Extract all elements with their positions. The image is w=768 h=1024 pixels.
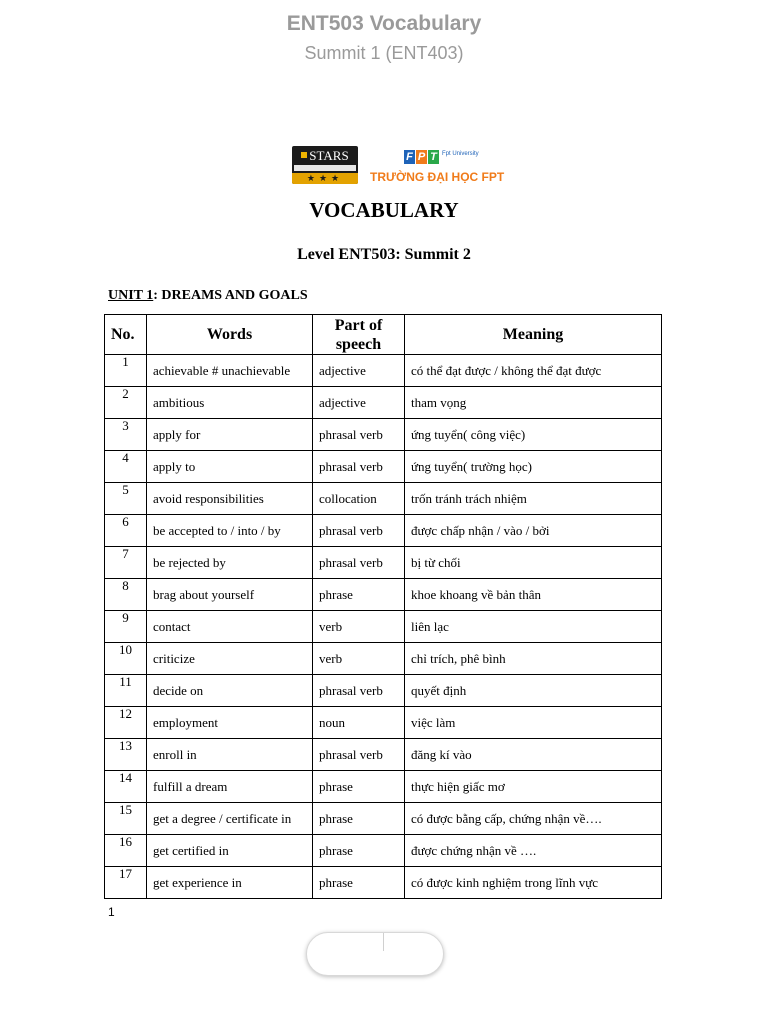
row-meaning: khoe khoang về bản thân [405,579,662,611]
row-part-of-speech: phrase [313,771,405,803]
column-header-no: No. [105,315,147,355]
row-part-of-speech: phrasal verb [313,739,405,771]
table-row [105,451,662,483]
row-number: 16 [105,835,147,867]
row-word: fulfill a dream [147,771,313,803]
fpt-university-logo [370,146,522,186]
document-heading: VOCABULARY [309,198,459,222]
table-row [105,419,662,451]
table-row [105,483,662,515]
fpt-letter: P [417,151,426,163]
row-meaning: chỉ trích, phê bình [405,643,662,675]
row-meaning: bị từ chối [405,547,662,579]
table-row [105,611,662,643]
row-part-of-speech: verb [313,643,405,675]
row-meaning: liên lạc [405,611,662,643]
row-number: 1 [105,355,147,387]
row-number: 17 [105,867,147,899]
row-word: enroll in [147,739,313,771]
row-word: apply to [147,451,313,483]
row-meaning: có được kinh nghiệm trong lĩnh vực [405,867,662,899]
row-meaning: trốn tránh trách nhiệm [405,483,662,515]
page-navigation-control[interactable] [306,932,444,976]
level-heading: Level ENT503: Summit 2 [297,246,471,263]
row-word: criticize [147,643,313,675]
row-word: decide on [147,675,313,707]
row-number: 11 [105,675,147,707]
table-row [105,771,662,803]
table-row [105,643,662,675]
row-number: 13 [105,739,147,771]
unit-title: : DREAMS AND GOALS [153,288,308,303]
row-word: employment [147,707,313,739]
table-row [105,675,662,707]
row-number: 12 [105,707,147,739]
stars-logo-text: STARS [309,148,349,163]
page-number: 1 [108,905,115,919]
row-word: apply for [147,419,313,451]
row-word: avoid responsibilities [147,483,313,515]
row-word: be rejected by [147,547,313,579]
row-number: 7 [105,547,147,579]
row-word: be accepted to / into / by [147,515,313,547]
row-part-of-speech: phrase [313,835,405,867]
row-word: brag about yourself [147,579,313,611]
fpt-letter: T [428,150,439,164]
row-number: 9 [105,611,147,643]
row-number: 8 [105,579,147,611]
row-part-of-speech: phrasal verb [313,515,405,547]
table-row [105,515,662,547]
row-number: 10 [105,643,147,675]
row-number: 15 [105,803,147,835]
table-row [105,387,662,419]
stars-logo: STARS ★★★ [292,146,358,184]
row-part-of-speech: phrase [313,803,405,835]
row-number: 4 [105,451,147,483]
row-number: 3 [105,419,147,451]
viewer-document-subtitle: Summit 1 (ENT403) [304,43,464,63]
row-part-of-speech: phrasal verb [313,451,405,483]
row-meaning: ứng tuyển( công việc) [405,419,662,451]
unit-label: UNIT 1 [108,288,154,303]
column-header-meaning: Meaning [405,315,662,355]
row-number: 6 [105,515,147,547]
table-row [105,739,662,771]
row-meaning: được chấp nhận / vào / bởi [405,515,662,547]
table-header-row [105,315,662,355]
row-meaning: ứng tuyển( trường học) [405,451,662,483]
row-part-of-speech: adjective [313,355,405,387]
table-row [105,835,662,867]
table-row [105,579,662,611]
table-row [105,867,662,899]
row-part-of-speech: phrasal verb [313,547,405,579]
row-meaning: tham vọng [405,387,662,419]
row-word: get experience in [147,867,313,899]
row-meaning: đăng kí vào [405,739,662,771]
row-meaning: có thể đạt được / không thể đạt được [405,355,662,387]
table-row [105,355,662,387]
page-navigation-divider [383,933,384,951]
row-word: get certified in [147,835,313,867]
row-word: get a degree / certificate in [147,803,313,835]
row-part-of-speech: phrase [313,579,405,611]
row-meaning: thực hiện giấc mơ [405,771,662,803]
row-word: contact [147,611,313,643]
table-row [105,803,662,835]
row-part-of-speech: phrase [313,867,405,899]
row-part-of-speech: verb [313,611,405,643]
table-row [105,547,662,579]
row-meaning: được chứng nhận về …. [405,835,662,867]
column-header-words: Words [147,315,313,355]
row-meaning: quyết định [405,675,662,707]
row-part-of-speech: phrasal verb [313,419,405,451]
vocabulary-table-body [105,355,662,899]
row-word: achievable # unachievable [147,355,313,387]
column-header-part-of-speech: Part of speech [313,315,405,355]
unit-heading [108,288,308,304]
row-number: 14 [105,771,147,803]
fpt-letter-mark [404,147,440,165]
row-number: 2 [105,387,147,419]
row-part-of-speech: phrasal verb [313,675,405,707]
row-part-of-speech: noun [313,707,405,739]
row-part-of-speech: collocation [313,483,405,515]
vocabulary-table [104,314,662,899]
row-number: 5 [105,483,147,515]
viewer-document-title: ENT503 Vocabulary [286,12,482,35]
row-meaning: có được bằng cấp, chứng nhận về…. [405,803,662,835]
fpt-letter: F [404,150,415,164]
row-word: ambitious [147,387,313,419]
table-row [105,707,662,739]
school-name: TRƯỜNG ĐẠI HỌC FPT [370,170,505,184]
row-meaning: việc làm [405,707,662,739]
row-part-of-speech: adjective [313,387,405,419]
fpt-university-label: Fpt University [442,151,479,157]
